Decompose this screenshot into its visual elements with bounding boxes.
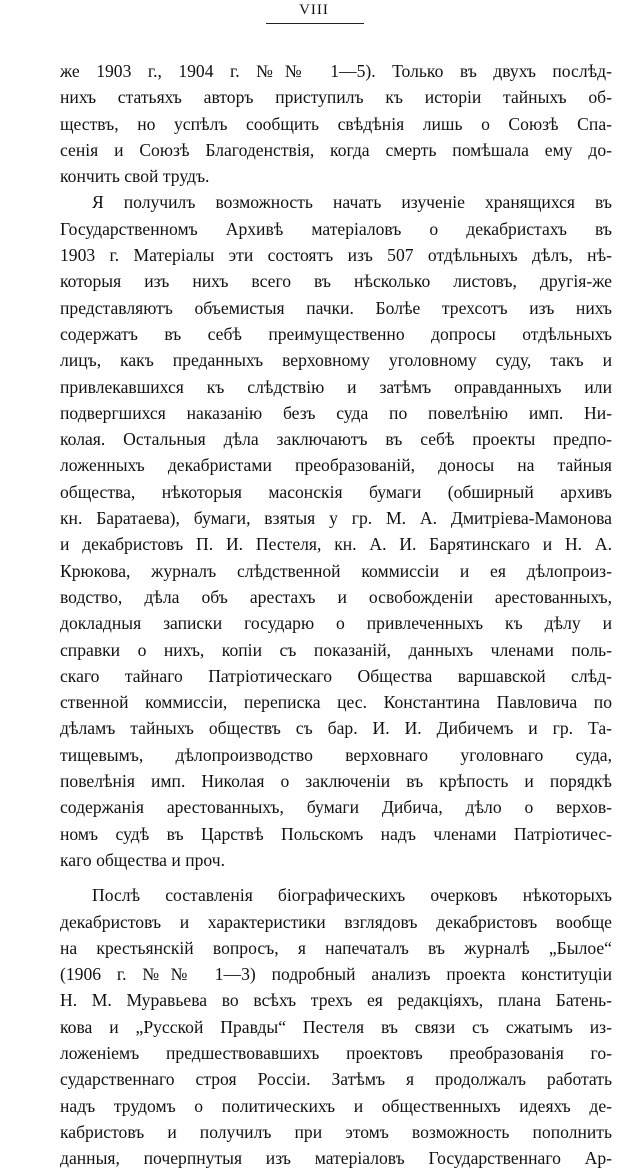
text-line: 1903 г. Матеріалы эти состоятъ изъ 507 отдѣльныхъ дѣлъ, нѣ-	[60, 245, 612, 266]
text-line: тищевымъ, дѣлопроизводство верховнаго уголовнаго суда,	[60, 744, 612, 765]
text-line: на крестьянскій вопросъ, я напечаталъ въ журналѣ „Былое“	[60, 937, 612, 958]
text-line: кабристовъ и получилъ при этомъ возможность пополнить	[60, 1121, 612, 1142]
text-line: ложенныхъ декабристами преобразованій, доносы на тайныя	[60, 455, 612, 476]
text-line: надъ трудомъ о политическихъ и общественныхъ идеяхъ де-	[60, 1095, 612, 1116]
text-line: Н. М. Муравьева во всѣхъ трехъ ея редакціяхъ, плана Батень-	[60, 990, 612, 1011]
text-line: кн. Баратаева), бумаги, взятыя у гр. М. А. Дмитріева-Мамонова	[60, 508, 612, 529]
page-number: VIII	[299, 2, 329, 18]
text-line: же 1903 г., 1904 г. №№ 1—5). Только въ двухъ послѣд-	[60, 61, 612, 81]
text-line: водство, дѣла объ арестахъ и освобожденіи арестованныхъ,	[60, 586, 612, 607]
text-line: каго общества и проч.	[60, 849, 226, 870]
text-line: и декабристовъ П. И. Пестеля, кн. А. И. Барятинскаго и Н. А.	[60, 534, 612, 555]
text-line: Государственномъ Архивѣ матеріаловъ о декабристахъ въ	[60, 218, 612, 239]
text-line: кончить свой трудъ.	[60, 166, 210, 187]
text-line: нихъ статьяхъ авторъ приступилъ къ исторіи тайныхъ об-	[60, 87, 612, 108]
body-text	[60, 58, 612, 1171]
text-line: кова и „Русской Правды“ Пестеля въ связи съ сжатымъ из-	[60, 1016, 612, 1037]
text-line: Послѣ составленія біографическихъ очерковъ нѣкоторыхъ	[92, 885, 612, 906]
text-line: сударственнаго строя Россіи. Затѣмъ я продолжалъ работать	[60, 1069, 612, 1090]
text-line: (1906 г. №№ 1—3) подробный анализъ проекта конституціи	[60, 964, 612, 985]
text-line: декабристовъ и характеристики взглядовъ декабристовъ вообще	[60, 911, 612, 932]
text-line: данныя, почерпнутыя изъ матеріаловъ Государственнаго Ар-	[60, 1148, 612, 1169]
text-line: подвергшихся наказанію безъ суда по повелѣнію имп. Ни-	[60, 402, 612, 423]
text-line: ложеніемъ предшествовавшихъ проектовъ преобразованія го-	[60, 1042, 612, 1063]
text-line: Крюкова, журналъ слѣдственной коммиссіи и ея дѣлопроиз-	[60, 560, 612, 581]
text-line: колая. Остальныя дѣла заключаютъ въ себѣ проекты предпо-	[60, 429, 612, 450]
text-line: содержатъ въ себѣ преимущественно допросы отдѣльныхъ	[60, 323, 612, 344]
text-line: привлекавшихся къ слѣдствію и затѣмъ оправданныхъ или	[60, 376, 612, 397]
text-line: содержанія арестованныхъ, бумаги Дибича, дѣло о верхов-	[60, 797, 612, 818]
text-line: сенія и Союзѣ Благоденствія, когда смерть помѣшала ему до-	[60, 139, 612, 160]
text-line: докладныя записки государю о привлеченныхъ къ дѣлу и	[60, 613, 612, 634]
text-line: ственной коммиссіи, переписка цес. Константина Павловича по	[60, 692, 612, 713]
text-line: номъ судѣ въ Царствѣ Польскомъ надъ членами Патріотичес-	[60, 823, 612, 844]
page-number-underline	[266, 23, 364, 24]
text-line: скаго тайнаго Патріотическаго Общества варшавской слѣд-	[60, 665, 612, 686]
text-line: общества, нѣкоторыя масонскія бумаги (обширный архивъ	[60, 481, 612, 502]
text-line: дѣламъ тайныхъ обществъ съ бар. И. И. Дибичемъ и гр. Та-	[60, 718, 612, 739]
text-line: справки о нихъ, копіи съ показаній, данныхъ членами поль-	[60, 639, 612, 660]
text-line: представляютъ объемистыя пачки. Болѣе трехсотъ изъ нихъ	[60, 297, 612, 318]
text-line: ществъ, но успѣлъ сообщить свѣдѣнія лишь о Союзѣ Спа-	[60, 113, 612, 134]
text-line: которыя изъ нихъ всего въ нѣсколько листовъ, другія-же	[60, 271, 612, 292]
text-line: повелѣнія имп. Николая о заключеніи въ крѣпость и порядкѣ	[60, 771, 612, 792]
text-line: лицъ, какъ преданныхъ верховному уголовному суду, такъ и	[60, 350, 612, 371]
text-line: Я получилъ возможность начать изученіе хранящихся въ	[92, 192, 612, 213]
